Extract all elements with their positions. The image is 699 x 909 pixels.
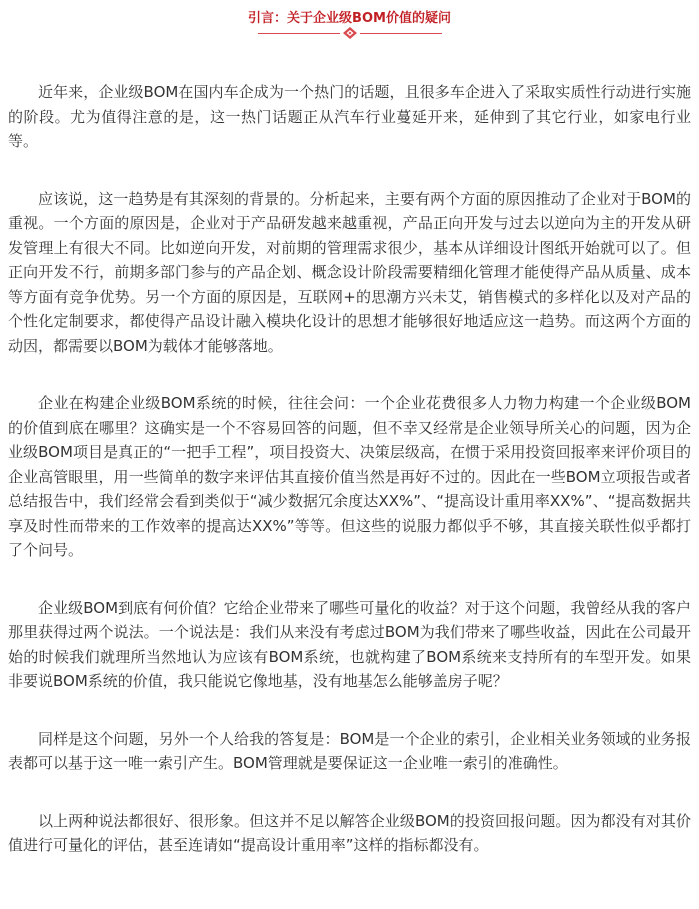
title-divider-left bbox=[258, 33, 340, 34]
paragraph-5: 同样是这个问题，另外一个人给我的答复是：BOM是一个企业的索引，企业相关业务领域的业务报表都可以基于这一唯一索引产生。BOM管理就是要保证这一企业唯一索引的准确性。 bbox=[8, 729, 691, 772]
paragraph-1: 近年来，企业级BOM在国内车企成为一个热门的话题，且很多车企进入了采取实质性行动进行实施的阶段。尤为值得注意的是，这一热门话题正从汽车行业蔓延开来，延伸到了其它行业，如家电行业等。 bbox=[8, 83, 691, 150]
paragraph-3: 企业在构建企业级BOM系统的时候，往往会问：一个企业花费很多人力物力构建一个企业级BOM的价值到底在哪里？这确实是一个不容易回答的问题，但不幸又经常是企业领导所关心的问题，因为企业级BOM项目是真正的“一把手工程”，项目投资大、决策层级高，在惯于采用投资回报率来评价项目的企业高管眼里，用一些简单的数字来评估其直接价值当然是再好不过的。因此在一些BOM立项报告或者总结报告中，我们经常会看到类似于“减少数据冗余度达XX%”、“提高设计重用率XX%”、“提高数据共享及时性而带来的工作效率的提高达XX%”等等。但这些的说服力都似乎不够，其直接关联性似乎都打了个问号。 bbox=[8, 394, 691, 559]
paragraph-2: 应该说，这一趋势是有其深刻的背景的。分析起来，主要有两个方面的原因推动了企业对于BOM的重视。一个方面的原因是，企业对于产品研发越来越重视，产品正向开发与过去以逆向为主的开发从研发管理上有很大不同。比如逆向开发，对前期的管理需求很少，基本从详细设计图纸开始就可以了。但正向开发不行，前期多部门参与的产品企划、概念设计阶段需要精细化管理才能使得产品从质量、成本等方面有竞争优势。另一个方面的原因是，互联网+的思潮方兴未艾，销售模式的多样化以及对产品的个性化定制要求，都使得产品设计融入模块化设计的思想才能够很好地适应这一趋势。而这两个方面的动因，都需要以BOM为载体才能够落地。 bbox=[8, 189, 691, 355]
article-title: 引言：关于企业级BOM价值的疑问 bbox=[248, 11, 451, 26]
diamond-ornament-icon bbox=[343, 27, 357, 39]
article-header bbox=[0, 0, 699, 44]
title-divider-right bbox=[360, 33, 442, 34]
article-body bbox=[8, 80, 691, 891]
paragraph-6: 以上两种说法都很好、很形象。但这并不足以解答企业级BOM的投资回报问题。因为都没有对其价值进行可量化的评估，甚至连请如“提高设计重用率”这样的指标都没有。 bbox=[8, 811, 691, 854]
paragraph-4: 企业级BOM到底有何价值？它给企业带来了哪些可量化的收益？对于这个问题，我曾经从我的客户那里获得过两个说法。一个说法是：我们从来没有考虑过BOM为我们带来了哪些收益，因此在公司最开始的时候我们就理所当然地认为应该有BOM系统，也就构建了BOM系统来支持所有的车型开发。如果非要说BOM系统的价值，我只能说它像地基，没有地基怎么能够盖房子呢？ bbox=[8, 598, 691, 690]
